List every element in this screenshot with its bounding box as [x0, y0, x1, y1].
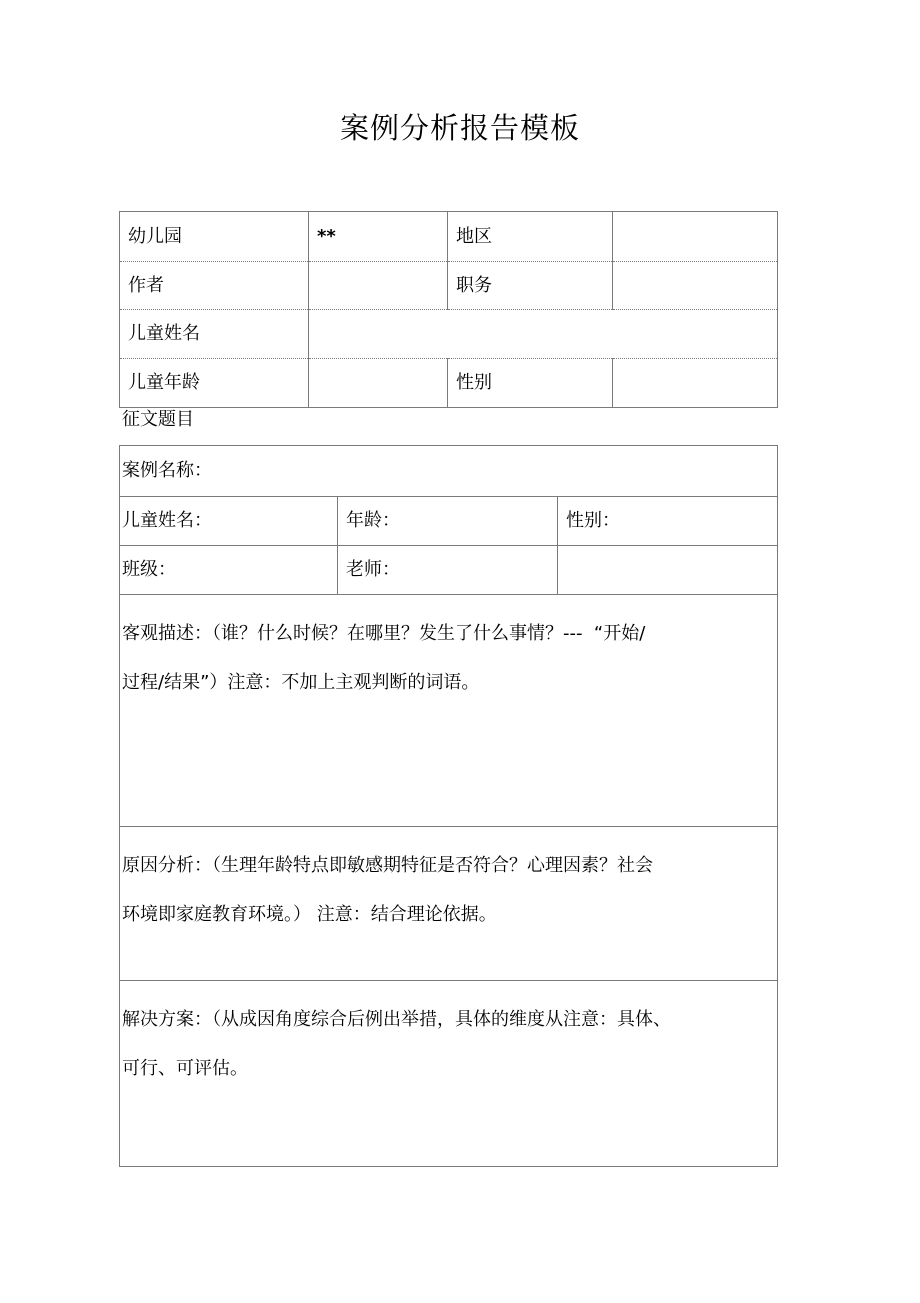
info-table	[119, 211, 778, 408]
child-age-label: 儿童年龄	[120, 359, 309, 408]
case-name-field[interactable]: 案例名称：	[120, 446, 778, 497]
author-value[interactable]	[309, 262, 448, 310]
child-age-value[interactable]	[309, 359, 448, 408]
solution-text: 解决方案：（从成因角度综合后例出举措，具体的维度从注意：具体、 可行、可评估。	[122, 1009, 671, 1079]
region-value[interactable]	[613, 212, 778, 262]
kindergarten-label: 幼儿园	[120, 212, 309, 262]
page-title: 案例分析报告模板	[339, 111, 580, 145]
case-gender-field[interactable]: 性别：	[558, 497, 778, 546]
case-table	[119, 445, 778, 1167]
objective-description-section[interactable]	[120, 595, 778, 827]
child-name-label: 儿童姓名	[120, 310, 309, 359]
gender-label: 性别	[448, 359, 613, 408]
gender-value[interactable]	[613, 359, 778, 408]
objective-description-text: 客观描述：（谁？什么时候？在哪里？发生了什么事情？--- “开始/ 过程/结果”）注意：不加上主观判断的词语。	[122, 623, 646, 693]
teacher-field[interactable]: 老师：	[338, 546, 558, 595]
case-age-field[interactable]: 年龄：	[338, 497, 558, 546]
essay-title-label: 征文题目	[122, 409, 194, 430]
class-field[interactable]: 班级：	[120, 546, 338, 595]
author-label: 作者	[120, 262, 309, 310]
empty-cell	[558, 546, 778, 595]
kindergarten-value[interactable]: **	[309, 212, 448, 262]
cause-analysis-text: 原因分析：（生理年龄特点即敏感期特征是否符合？心理因素？社会 环境即家庭教育环境。） 注意：结合理论依据。	[122, 855, 653, 925]
position-value[interactable]	[613, 262, 778, 310]
solution-section[interactable]	[120, 981, 778, 1167]
child-name-value[interactable]	[309, 310, 778, 359]
position-label: 职务	[448, 262, 613, 310]
case-child-name-field[interactable]: 儿童姓名：	[120, 497, 338, 546]
region-label: 地区	[448, 212, 613, 262]
cause-analysis-section[interactable]	[120, 827, 778, 981]
